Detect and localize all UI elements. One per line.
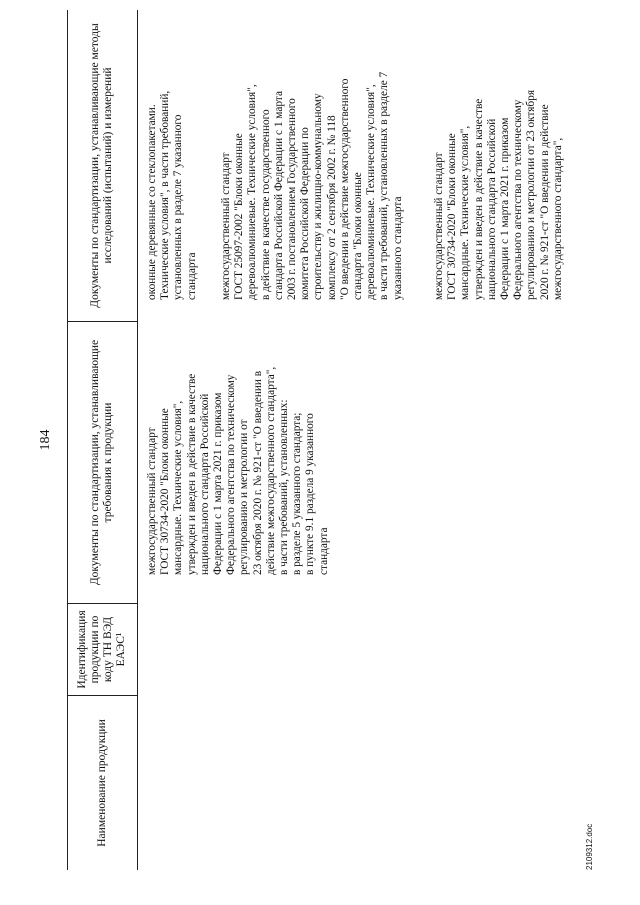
- header-product-name: Наименование продукции: [95, 719, 108, 847]
- document-page: [30, 10, 620, 870]
- header-tnved-code: Идентификация продукции по коду ТН ВЭД ЕАЭС¹: [76, 610, 127, 689]
- header-requirement-standards: Документы по стандартизации, устанавливающие требования к продукции: [89, 339, 114, 586]
- page-number: 184: [38, 429, 53, 451]
- table-header-bottom-border: [137, 10, 138, 870]
- footer-document-code: 2109312.doc: [585, 823, 594, 870]
- method-standard-text-2: межгосударственный стандарт ГОСТ 25097-2002 "Блоки оконные деревоалюминиевые. Технические условия", в действие в качестве государственного стандарта Российской Федерации с 1 марта 2003 г. постановлением Государственного комитета Российской Федерации по строительству и жилищно-коммунальному комплексу от 2 сентября 2002 г. № 118 "О введении в действие межгосударственного стандарта "Блоки оконные деревоалюминиевые. Технические условия", в части требований, установленных в разделе 7 указанного стандарта: [220, 71, 404, 300]
- header-method-standards: Документы по стандартизации, устанавливающие методы исследований (испытаний) и измерений: [89, 23, 114, 308]
- requirement-standard-text: межгосударственный стандарт ГОСТ 30734-2020 "Блоки оконные мансардные. Технические условия", утвержден и введен в действие в качестве национального стандарта Российской Федерации с 1 марта 2021 г. приказом Федерального агентства по техническому регулированию и метрологии от 23 октября 2020 г. № 921-ст "О введении в действие межгосударственного стандарта", в части требований, установленных: в разделе 5 указанного стандарта; в пункте 9.1 раздела 9 указанного стандарта: [146, 366, 330, 575]
- method-standard-text-3: межгосударственный стандарт ГОСТ 30734-2020 "Блоки оконные мансардные. Технические условия", утвержден и введен в действие в качестве национального стандарта Российской Федерации с 1 марта 2021 г. приказом Федерального агентства по техническому регулированию и метрологии от 23 октября 2020 г. № 921-ст "О введении в действие межгосударственного стандарта",: [433, 89, 564, 300]
- method-standard-text-1: оконные деревянные со стеклопакетами. Технические условия", в части требований, установленных в разделе 7 указанного стандарта: [146, 90, 198, 300]
